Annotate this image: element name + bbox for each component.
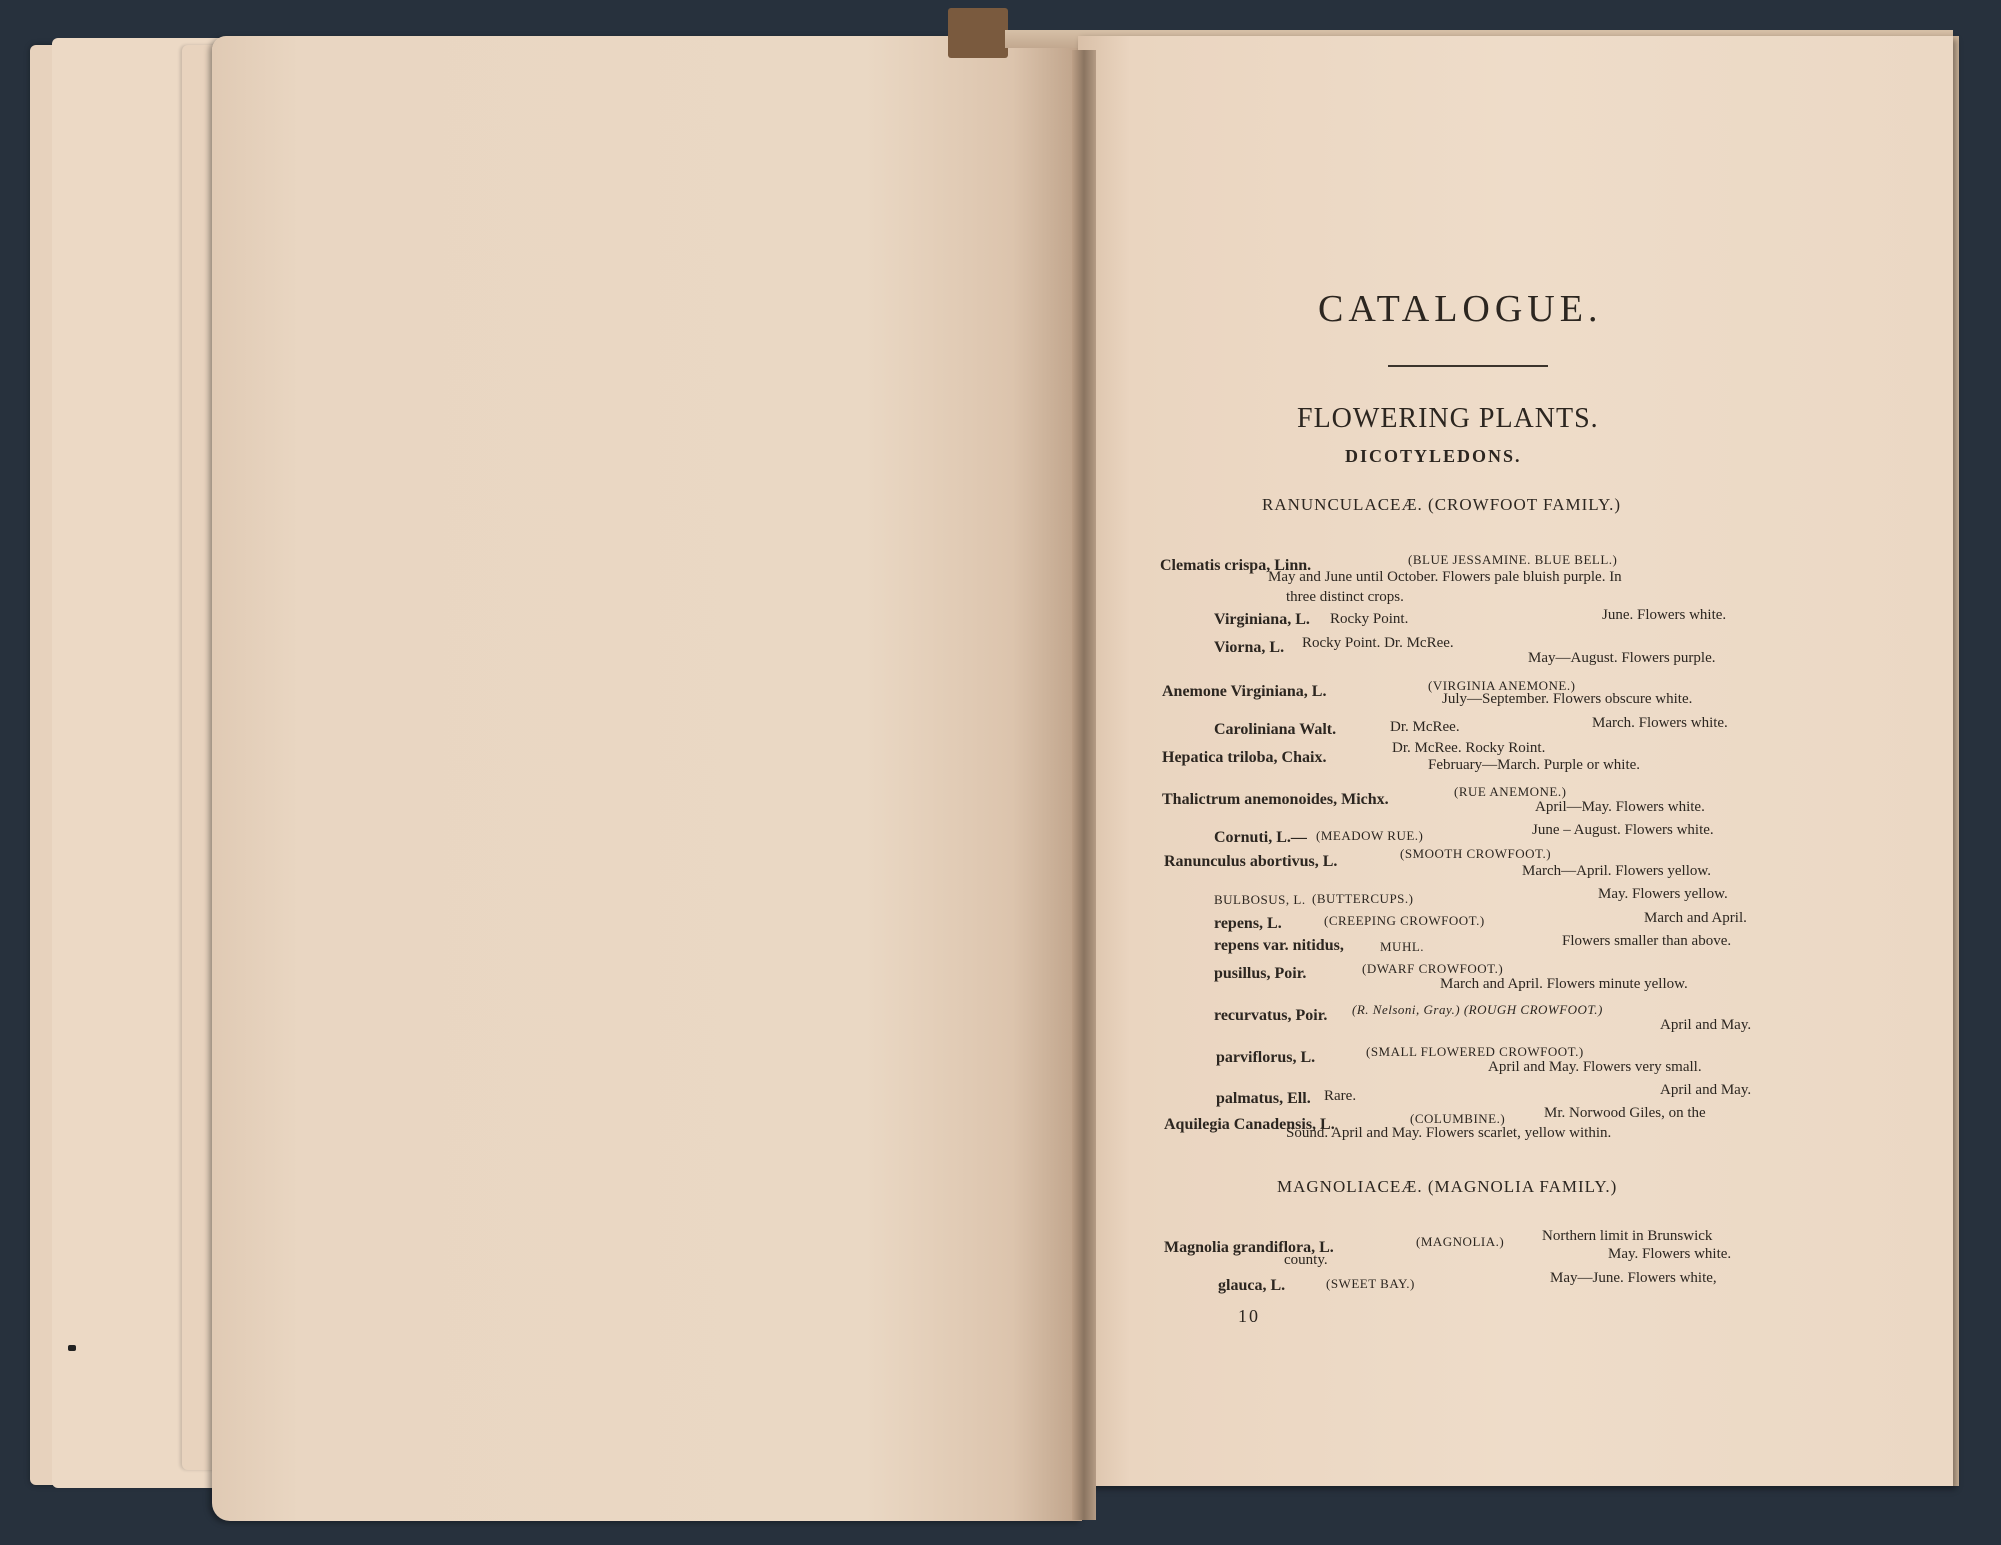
entry-name: BULBOSUS, L. bbox=[1214, 892, 1306, 907]
entry-name: Aquilegia Canadensis, L. bbox=[1164, 1116, 1335, 1133]
book-gutter bbox=[1072, 50, 1096, 1520]
ink-mark bbox=[68, 1345, 76, 1351]
entry-note: June. Flowers white. bbox=[1602, 607, 1727, 623]
entry-note: May. Flowers yellow. bbox=[1598, 886, 1728, 902]
entry-note: May. Flowers white. bbox=[1608, 1246, 1732, 1262]
entry-note: Sound. April and May. Flowers scarlet, yellow within. bbox=[1286, 1125, 1612, 1141]
entry-note: three distinct crops. bbox=[1286, 589, 1404, 605]
entry-name: Viorna, L. bbox=[1214, 639, 1285, 656]
entry-name: Anemone Virginiana, L. bbox=[1162, 683, 1327, 700]
entry-common: (BUTTERCUPS.) bbox=[1312, 891, 1414, 906]
entry-name: Ranunculus abortivus, L. bbox=[1164, 853, 1338, 870]
entry-common: (COLUMBINE.) bbox=[1410, 1111, 1506, 1126]
entry-note: March. Flowers white. bbox=[1592, 715, 1728, 731]
entry-common: (CREEPING CROWFOOT.) bbox=[1324, 913, 1485, 928]
entry-name: pusillus, Poir. bbox=[1214, 965, 1307, 982]
entry-name: Clematis crispa, Linn. bbox=[1160, 557, 1312, 574]
entry-name: Caroliniana Walt. bbox=[1214, 721, 1337, 738]
entry-note: May—June. Flowers white, bbox=[1550, 1270, 1717, 1286]
entry-common: (VIRGINIA ANEMONE.) bbox=[1428, 678, 1576, 693]
entry-common: (DWARF CROWFOOT.) bbox=[1362, 961, 1504, 976]
entry-common: Rare. bbox=[1324, 1088, 1357, 1104]
entry-name: Hepatica triloba, Chaix. bbox=[1162, 749, 1327, 766]
entry-note: Flowers smaller than above. bbox=[1562, 933, 1732, 949]
entry-note: April—May. Flowers white. bbox=[1535, 799, 1705, 815]
entry-name: glauca, L. bbox=[1218, 1277, 1286, 1294]
entry-note: May and June until October. Flowers pale bluish purple. In bbox=[1268, 569, 1622, 585]
entry-name: recurvatus, Poir. bbox=[1214, 1007, 1328, 1024]
title-rule bbox=[1388, 365, 1548, 367]
entry-note: March and April. Flowers minute yellow. bbox=[1440, 976, 1688, 992]
entry-note: July—September. Flowers obscure white. bbox=[1442, 691, 1693, 707]
entry-note: June – August. Flowers white. bbox=[1532, 822, 1714, 838]
entry-name: parviflorus, L. bbox=[1216, 1049, 1316, 1066]
entry-name: Thalictrum anemonoides, Michx. bbox=[1162, 791, 1389, 808]
entry-note: March and April. bbox=[1644, 910, 1747, 926]
entry-common: (SMALL FLOWERED CROWFOOT.) bbox=[1366, 1044, 1584, 1059]
entry-note: March—April. Flowers yellow. bbox=[1522, 863, 1711, 879]
entry-name: Cornuti, L.— bbox=[1214, 829, 1307, 846]
family-heading: RANUNCULACEÆ. (CROWFOOT FAMILY.) bbox=[1262, 495, 1621, 514]
entry-note: April and May. bbox=[1660, 1082, 1752, 1098]
section-heading: FLOWERING PLANTS. bbox=[1297, 403, 1599, 434]
entry-common: (SMOOTH CROWFOOT.) bbox=[1400, 846, 1552, 861]
entry-common: Dr. McRee. Rocky Roint. bbox=[1392, 740, 1546, 756]
entry-name: repens var. nitidus, bbox=[1214, 937, 1344, 954]
subsection-heading: DICOTYLEDONS. bbox=[1345, 446, 1522, 466]
entry-note: April and May. bbox=[1660, 1017, 1752, 1033]
entry-name: Virginiana, L. bbox=[1214, 611, 1310, 628]
entry-note: April and May. Flowers very small. bbox=[1488, 1059, 1702, 1075]
entry-common: (BLUE JESSAMINE. BLUE BELL.) bbox=[1408, 552, 1618, 567]
page-number: 10 bbox=[1238, 1306, 1260, 1326]
entry-common: Rocky Point. Dr. McRee. bbox=[1302, 635, 1454, 651]
entry-common: (MAGNOLIA.) bbox=[1416, 1234, 1505, 1249]
entry-name: Magnolia grandiflora, L. bbox=[1164, 1239, 1334, 1256]
entry-name: repens, L. bbox=[1214, 915, 1282, 932]
entry-note: Northern limit in Brunswick bbox=[1542, 1228, 1713, 1244]
entry-note: Mr. Norwood Giles, on the bbox=[1544, 1105, 1706, 1121]
entry-common: Dr. McRee. bbox=[1390, 719, 1460, 735]
left-page-blank bbox=[212, 36, 1082, 1521]
entry-common: (MEADOW RUE.) bbox=[1316, 828, 1424, 843]
page-title: CATALOGUE. bbox=[1318, 288, 1603, 330]
entry-common: MUHL. bbox=[1380, 939, 1425, 954]
entry-note: February—March. Purple or white. bbox=[1428, 757, 1641, 773]
entry-common: Rocky Point. bbox=[1330, 611, 1409, 627]
entry-name: palmatus, Ell. bbox=[1216, 1090, 1311, 1107]
entry-common: (SWEET BAY.) bbox=[1326, 1276, 1415, 1291]
entry-common: (R. Nelsoni, Gray.) (ROUGH CROWFOOT.) bbox=[1352, 1002, 1603, 1017]
family-heading: MAGNOLIACEÆ. (MAGNOLIA FAMILY.) bbox=[1277, 1177, 1618, 1196]
entry-note: May—August. Flowers purple. bbox=[1528, 650, 1716, 666]
bookmark-ribbon bbox=[948, 8, 1008, 58]
entry-note: county. bbox=[1284, 1252, 1328, 1268]
entry-common: (RUE ANEMONE.) bbox=[1454, 784, 1567, 799]
